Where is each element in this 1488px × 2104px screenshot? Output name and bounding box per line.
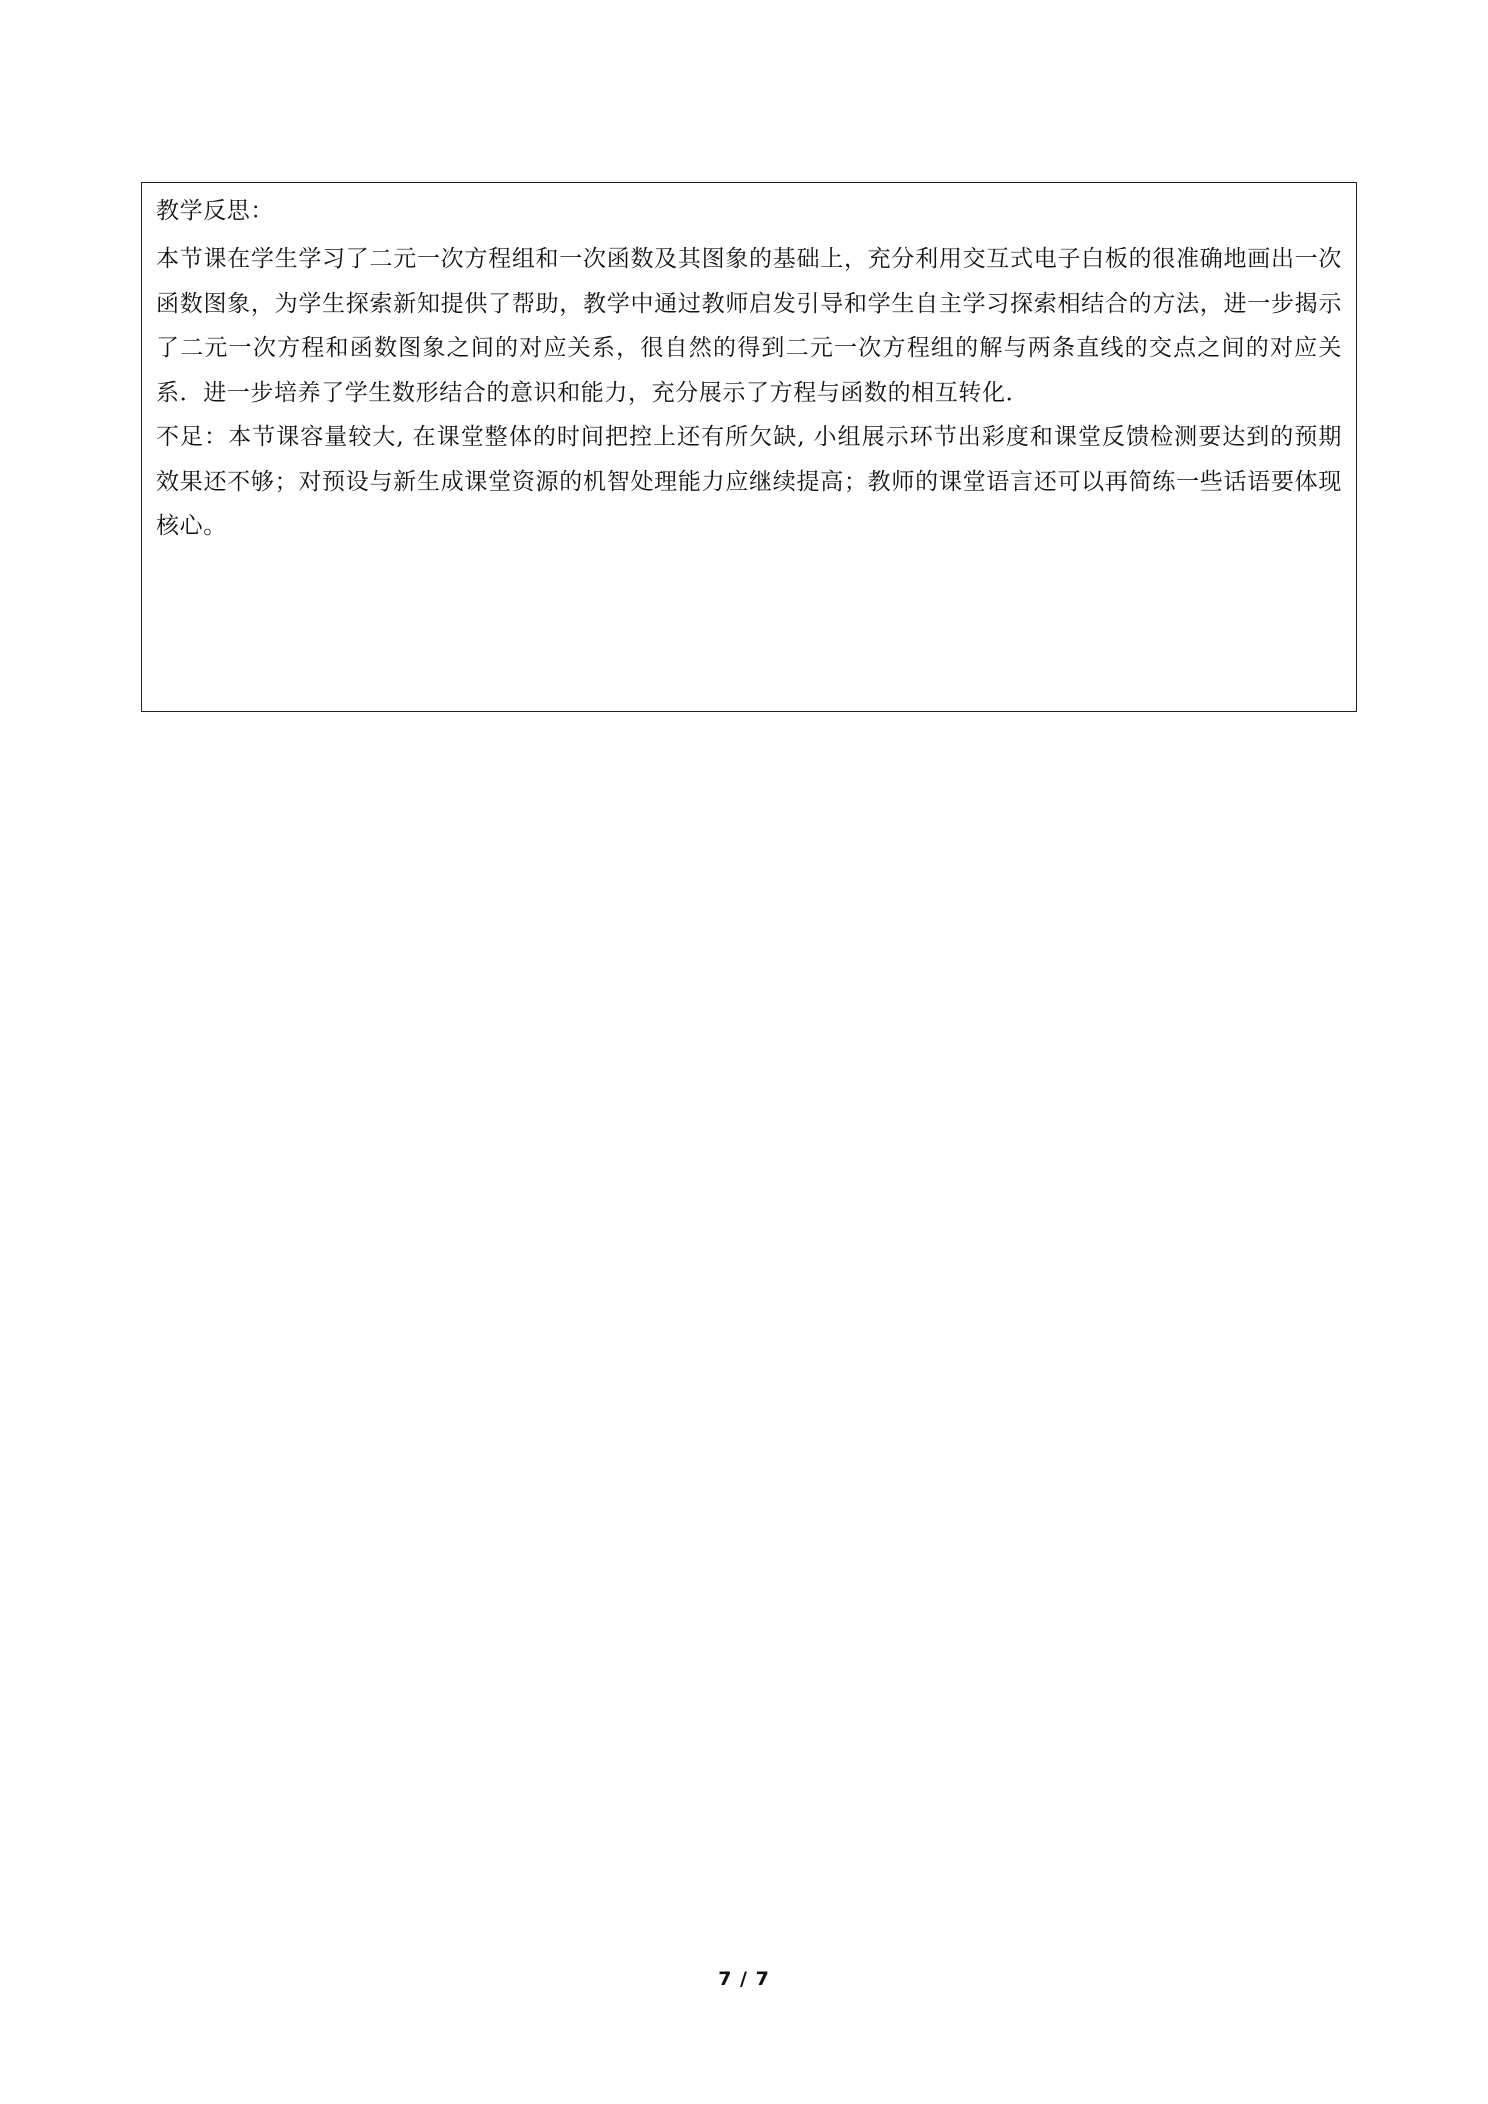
reflection-heading: 教学反思： xyxy=(156,198,274,224)
reflection-paragraph: 本节课在学生学习了二元一次方程组和一次函数及其图象的基础上，充分利用交互式电子白板的很准确地画出一次函数图象，为学生探索新知提供了帮助，教学中通过教师启发引导和学生自主学习探索相结合的方法，进一步揭示了二元一次方程和函数图象之间的对应关系，很自然的得到二元一次方程组的解与两条直线的交点之间的对应关系．进一步培养了学生数形结合的意识和能力，充分展示了方程与函数的相互转化． xyxy=(156,246,1342,406)
page-number: 7 / 7 xyxy=(718,1968,770,1990)
teaching-reflection-box xyxy=(141,182,1357,712)
shortcomings-paragraph: 不足：本节课容量较大, 在课堂整体的时间把控上还有所欠缺, 小组展示环节出彩度和课堂反馈检测要达到的预期效果还不够；对预设与新生成课堂资源的机智处理能力应继续提高；教师的课堂语言还可以再简练一些话语要体现核心。 xyxy=(156,424,1342,539)
